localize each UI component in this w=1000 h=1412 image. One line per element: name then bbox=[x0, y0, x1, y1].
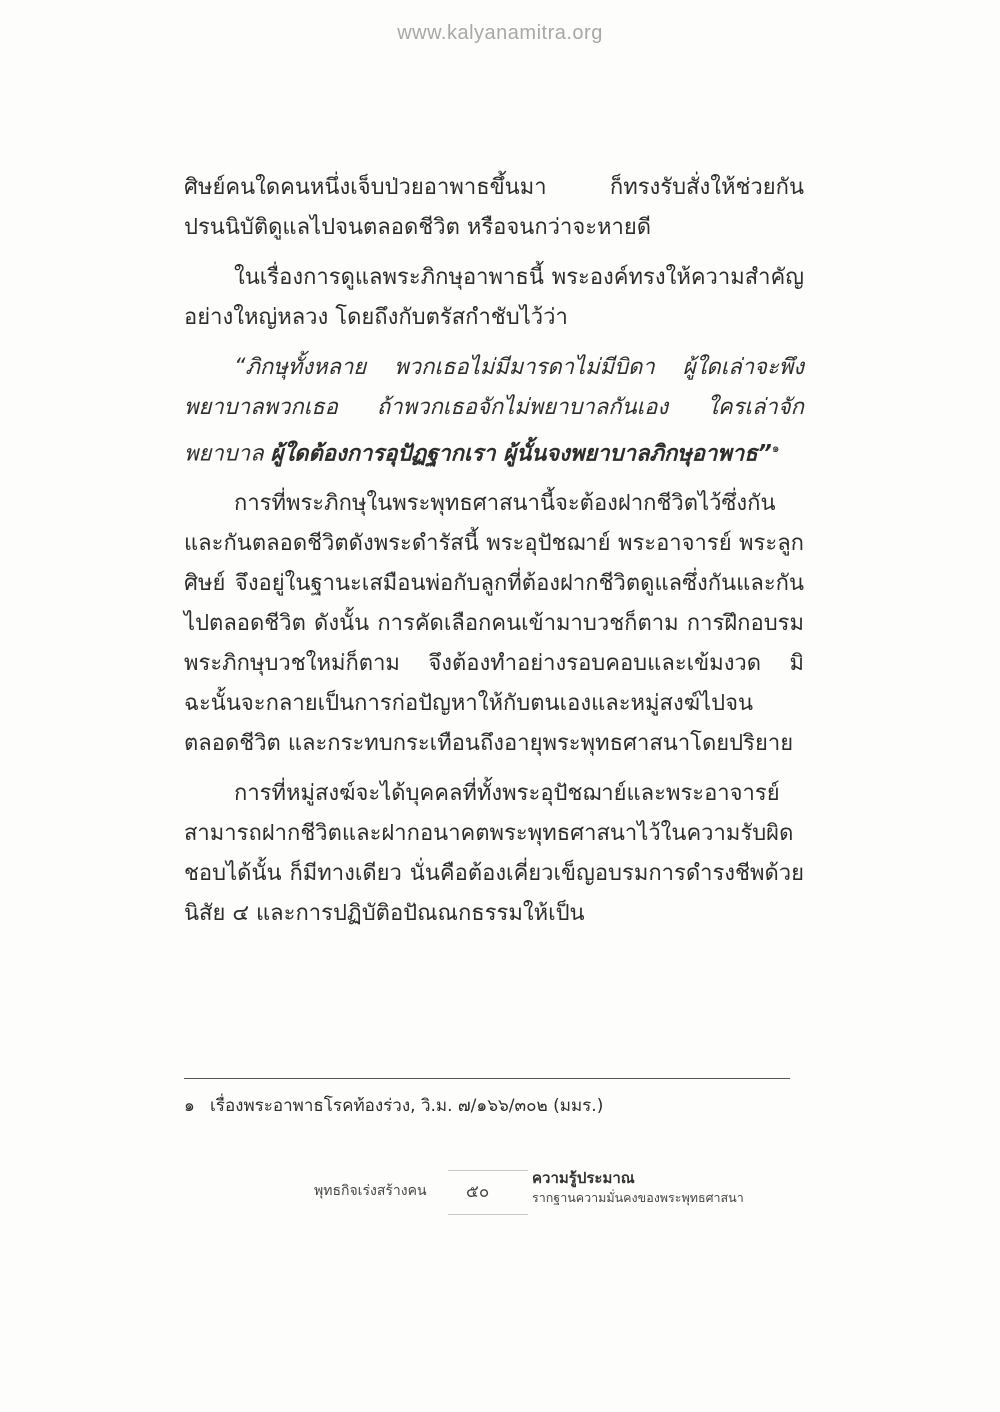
paragraph-2: ในเรื่องการดูแลพระภิกษุอาพาธนี้ พระองค์ทรงให้ความสำคัญอย่างใหญ่หลวง โดยถึงกับตรัสกำชับไว้ว่า bbox=[184, 265, 804, 330]
footer-ornament-bottom bbox=[448, 1214, 528, 1215]
footer-book-title: พุทธกิจเร่งสร้างคน bbox=[314, 1183, 427, 1199]
footnote-reference: ๑ bbox=[771, 441, 780, 455]
paragraph-3: การที่พระภิกษุในพระพุทธศาสนานี้จะต้องฝากชีวิตไว้ซึ่งกันและกันตลอดชีวิตดังพระดำรัสนี้ พระอุปัชฌาย์ พระอาจารย์ พระลูกศิษย์ จึงอยู่ในฐานะเสมือนพ่อกับลูกที่ต้องฝากชีวิตดูแลซึ่งกันและกันไปตลอดชีวิต ดังนั้น การคัดเลือกคนเข้ามาบวชก็ตาม การฝึกอบรมพระภิกษุบวชใหม่ก็ตาม จึงต้องทำอย่างรอบคอบและเข้มงวด มิฉะนั้นจะกลายเป็นการก่อปัญหาให้กับตนเองและหมู่สงฆ์ไปจนตลอดชีวิต และกระทบกระเทือนถึงอายุพระพุทธศาสนาโดยปริยาย bbox=[184, 491, 804, 757]
footer-ornament-top bbox=[448, 1170, 528, 1171]
footnote-divider bbox=[184, 1078, 790, 1079]
quote-text-emphasis: ผู้ใดต้องการอุปัฏฐากเรา ผู้นั้นจงพยาบาลภิกษุอาพาธ” bbox=[270, 441, 772, 467]
footnote-mark: ๑ bbox=[184, 1096, 195, 1116]
page-footer bbox=[0, 1166, 1000, 1226]
paragraph-4: การที่หมู่สงฆ์จะได้บุคคลที่ทั้งพระอุปัชฌาย์และพระอาจารย์สามารถฝากชีวิตและฝากอนาคตพระพุทธศาสนาไว้ในความรับผิดชอบได้นั้น ก็มีทางเดียว นั่นคือต้องเคี่ยวเข็ญอบรมการดำรงชีพด้วยนิสัย ๔ และการปฏิบัติอปัณณกธรรมให้เป็น bbox=[184, 781, 804, 927]
footer-chapter-title: ความรู้ประมาณ bbox=[532, 1169, 635, 1187]
watermark-url: www.kalyanamitra.org bbox=[397, 22, 603, 44]
quote-text-part-1: “ภิกษุทั้งหลาย พวกเธอไม่มีมารดาไม่มีบิดา ผู้ใดเล่าจะพึงพยาบาลพวกเธอ ถ้าพวกเธอจักไม่พยาบาลกันเอง ใครเล่าจักพยาบาล bbox=[184, 355, 804, 467]
buddha-quote bbox=[184, 348, 804, 474]
page-number: ๕๐ bbox=[466, 1182, 490, 1202]
footer-chapter-subtitle: รากฐานความมั่นคงของพระพุทธศาสนา bbox=[532, 1190, 744, 1205]
footnote-text: เรื่องพระอาพาธโรคท้องร่วง, วิ.ม. ๗/๑๖๖/๓๐๒ (มมร.) bbox=[210, 1096, 604, 1116]
paragraph-1: ศิษย์คนใดคนหนึ่งเจ็บป่วยอาพาธขึ้นมา ก็ทรงรับสั่งให้ช่วยกันปรนนิบัติดูแลไปจนตลอดชีวิต หรือจนกว่าจะหายดี bbox=[184, 175, 804, 240]
footnote bbox=[184, 1092, 804, 1120]
main-body bbox=[184, 168, 804, 944]
